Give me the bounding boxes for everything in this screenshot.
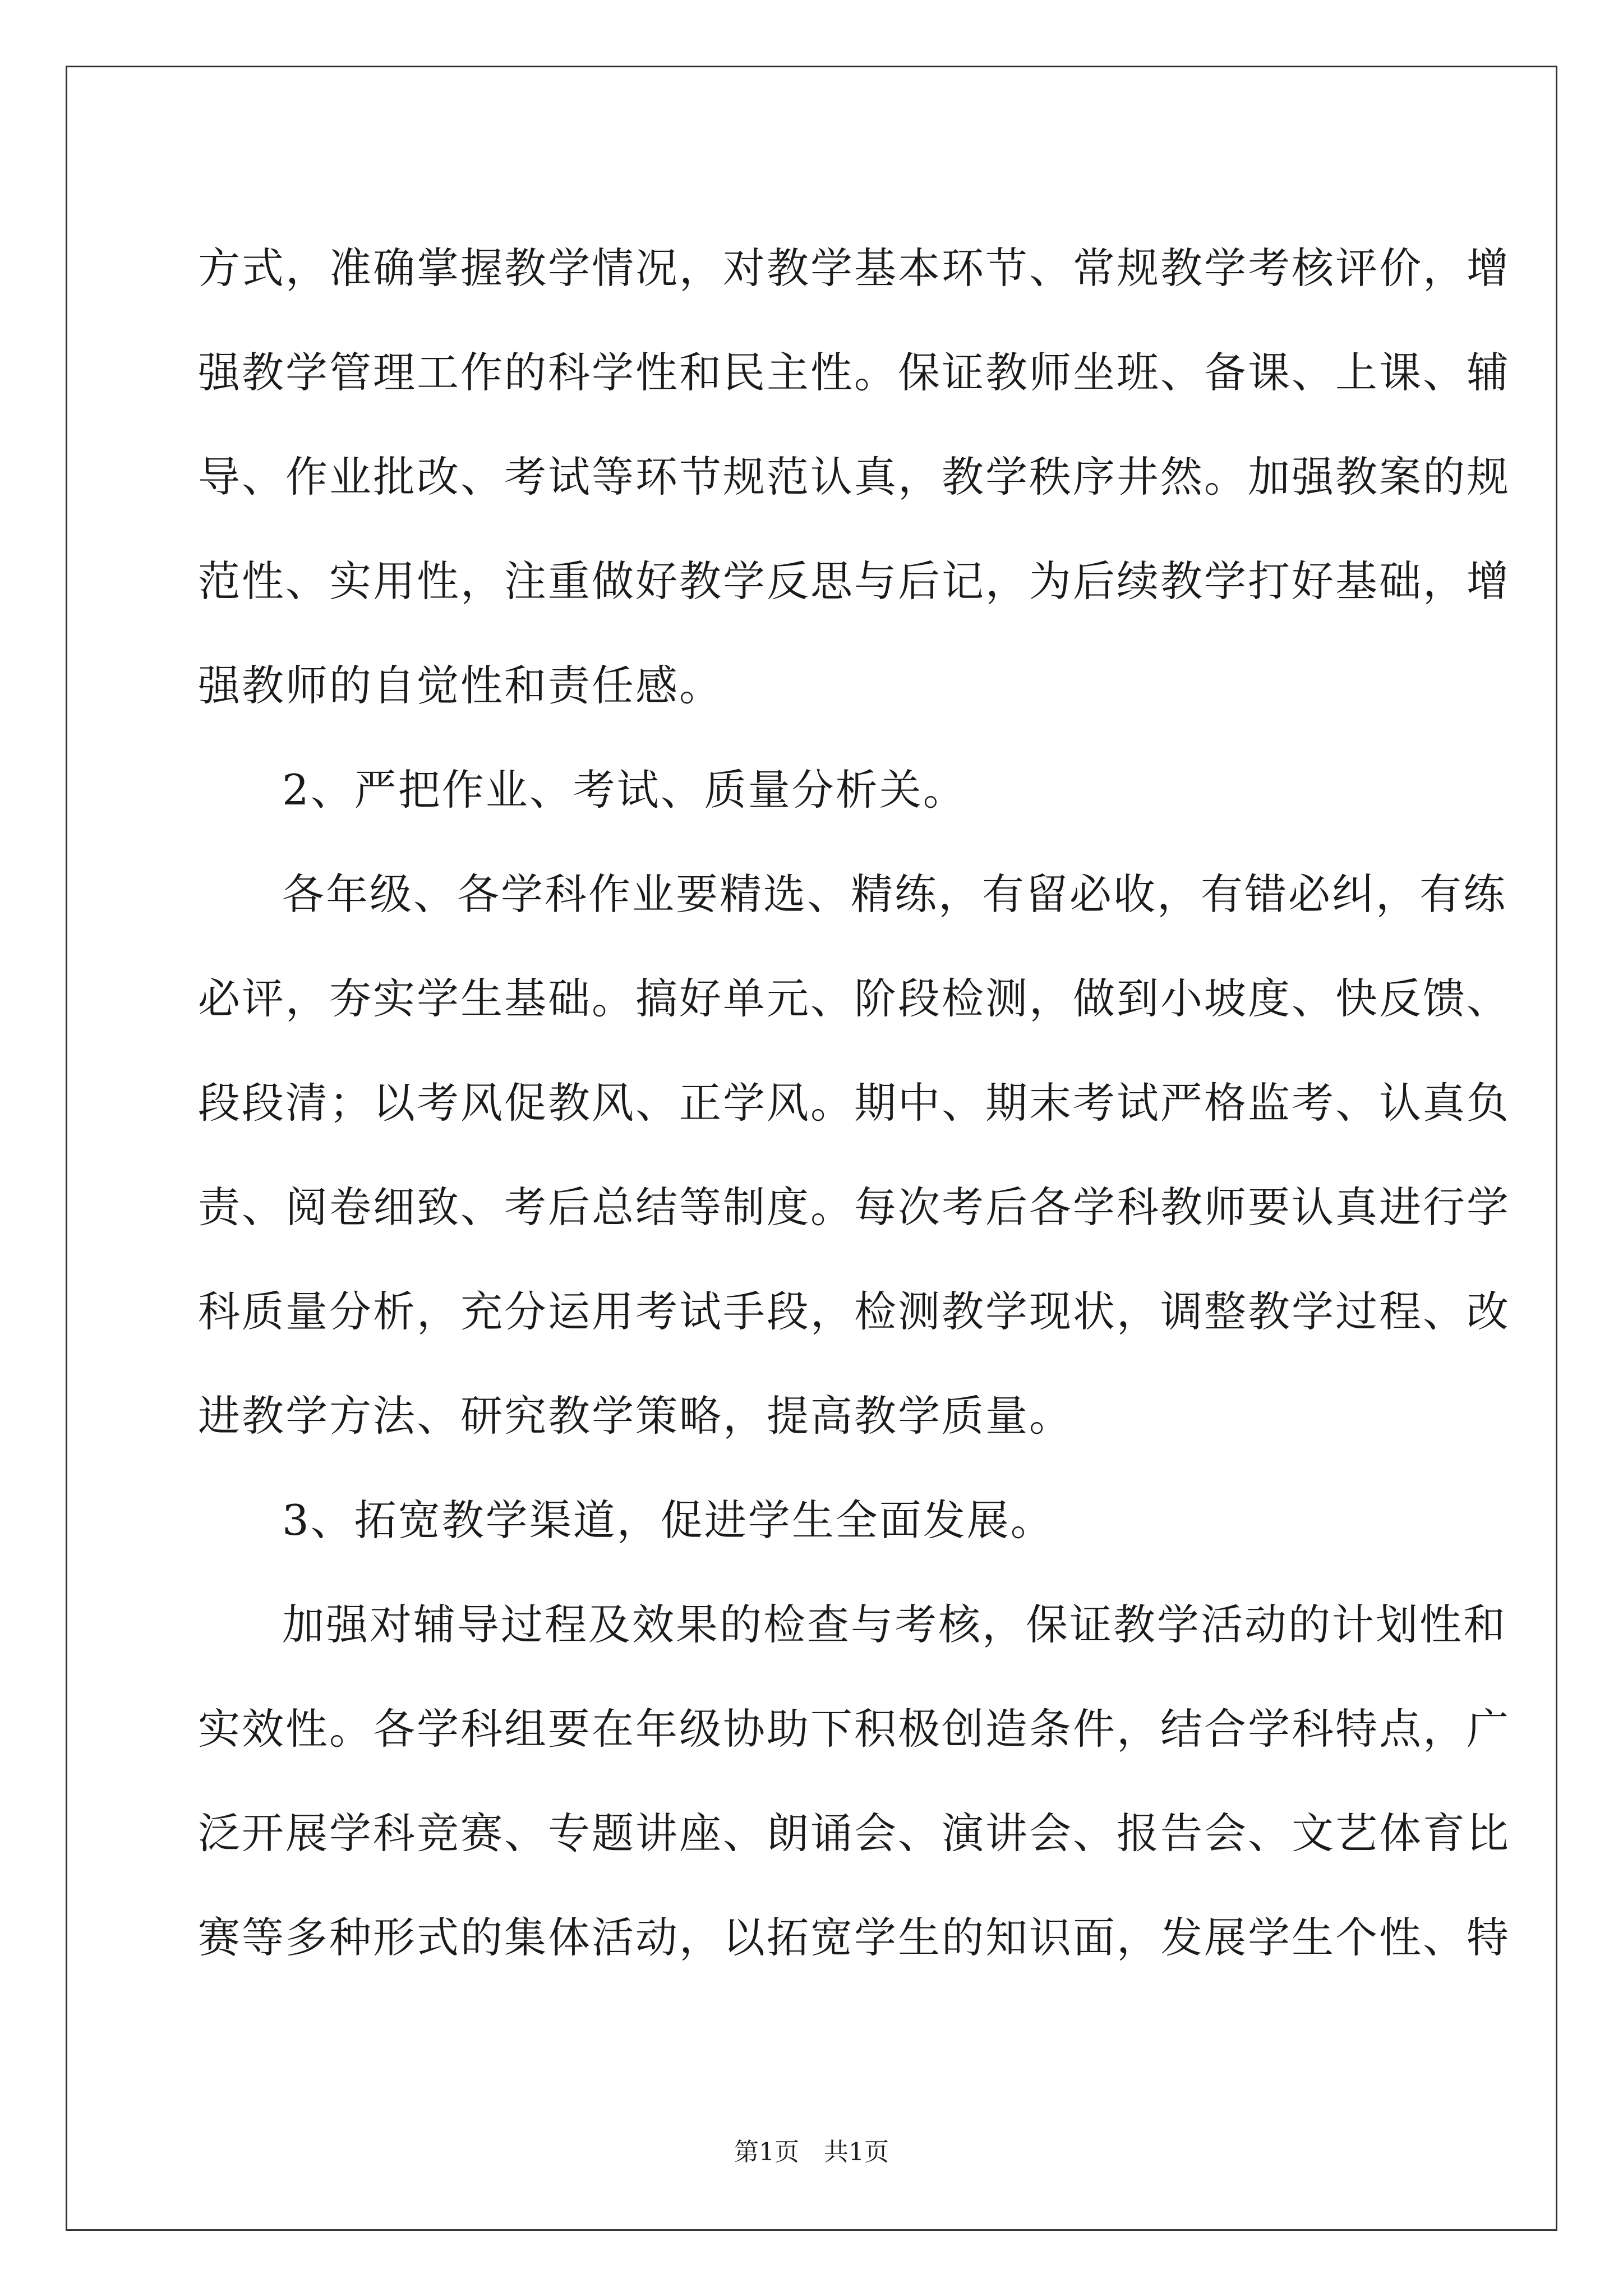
section-heading-3: [198, 1468, 1431, 1572]
text-line: 强教学管理工作的科学性和民主性。保证教师坐班、备课、上课、辅: [198, 348, 1511, 397]
text-line: 2、严把作业、考试、质量分析关。: [282, 765, 967, 815]
text-line: 3、拓宽教学渠道，促进学生全面发展。: [282, 1496, 1054, 1545]
text-line: 段段清；以考风促教风、正学风。期中、期末考试严格监考、认真负: [198, 1078, 1511, 1128]
text-line: 范性、实用性，注重做好教学反思与后记，为后续教学打好基础，增: [198, 556, 1511, 606]
text-line: 泛开展学科竞赛、专题讲座、朗诵会、演讲会、报告会、文艺体育比: [198, 1809, 1511, 1858]
text-line: 各年级、各学科作业要精选、精练，有留必收，有错必纠，有练: [282, 869, 1507, 919]
text-line: 方式，准确掌握教学情况，对教学基本环节、常规教学考核评价，增: [198, 243, 1511, 293]
text-line: 必评，夯实学生基础。搞好单元、阶段检测，做到小坡度、快反馈、: [198, 974, 1511, 1023]
page-footer: [0, 2132, 1623, 2168]
text-line: 赛等多种形式的集体活动，以拓宽学生的知识面，发展学生个性、特: [198, 1913, 1511, 1962]
text-line: 责、阅卷细致、考后总结等制度。每次考后各学科教师要认真进行学: [198, 1182, 1511, 1232]
text-line: 科质量分析，充分运用考试手段，检测教学现状，调整教学过程、改: [198, 1287, 1511, 1336]
document-body: [198, 216, 1511, 1990]
paragraph-3: [198, 1572, 1511, 1990]
text-line: 导、作业批改、考试等环节规范认真，教学秩序井然。加强教案的规: [198, 452, 1511, 501]
paragraph-2: [198, 842, 1511, 1468]
text-line: 强教师的自觉性和责任感。: [198, 661, 723, 710]
page-number-total: 共1页: [824, 2138, 889, 2166]
page-number-current: 第1页: [734, 2138, 799, 2166]
paragraph-1: [198, 216, 1511, 738]
text-line: 实效性。各学科组要在年级协助下积极创造条件，结合学科特点，广: [198, 1704, 1511, 1754]
text-line: 进教学方法、研究教学策略，提高教学质量。: [198, 1391, 1073, 1441]
text-line: 加强对辅导过程及效果的检查与考核，保证教学活动的计划性和: [282, 1600, 1507, 1649]
section-heading-2: [198, 738, 1431, 842]
